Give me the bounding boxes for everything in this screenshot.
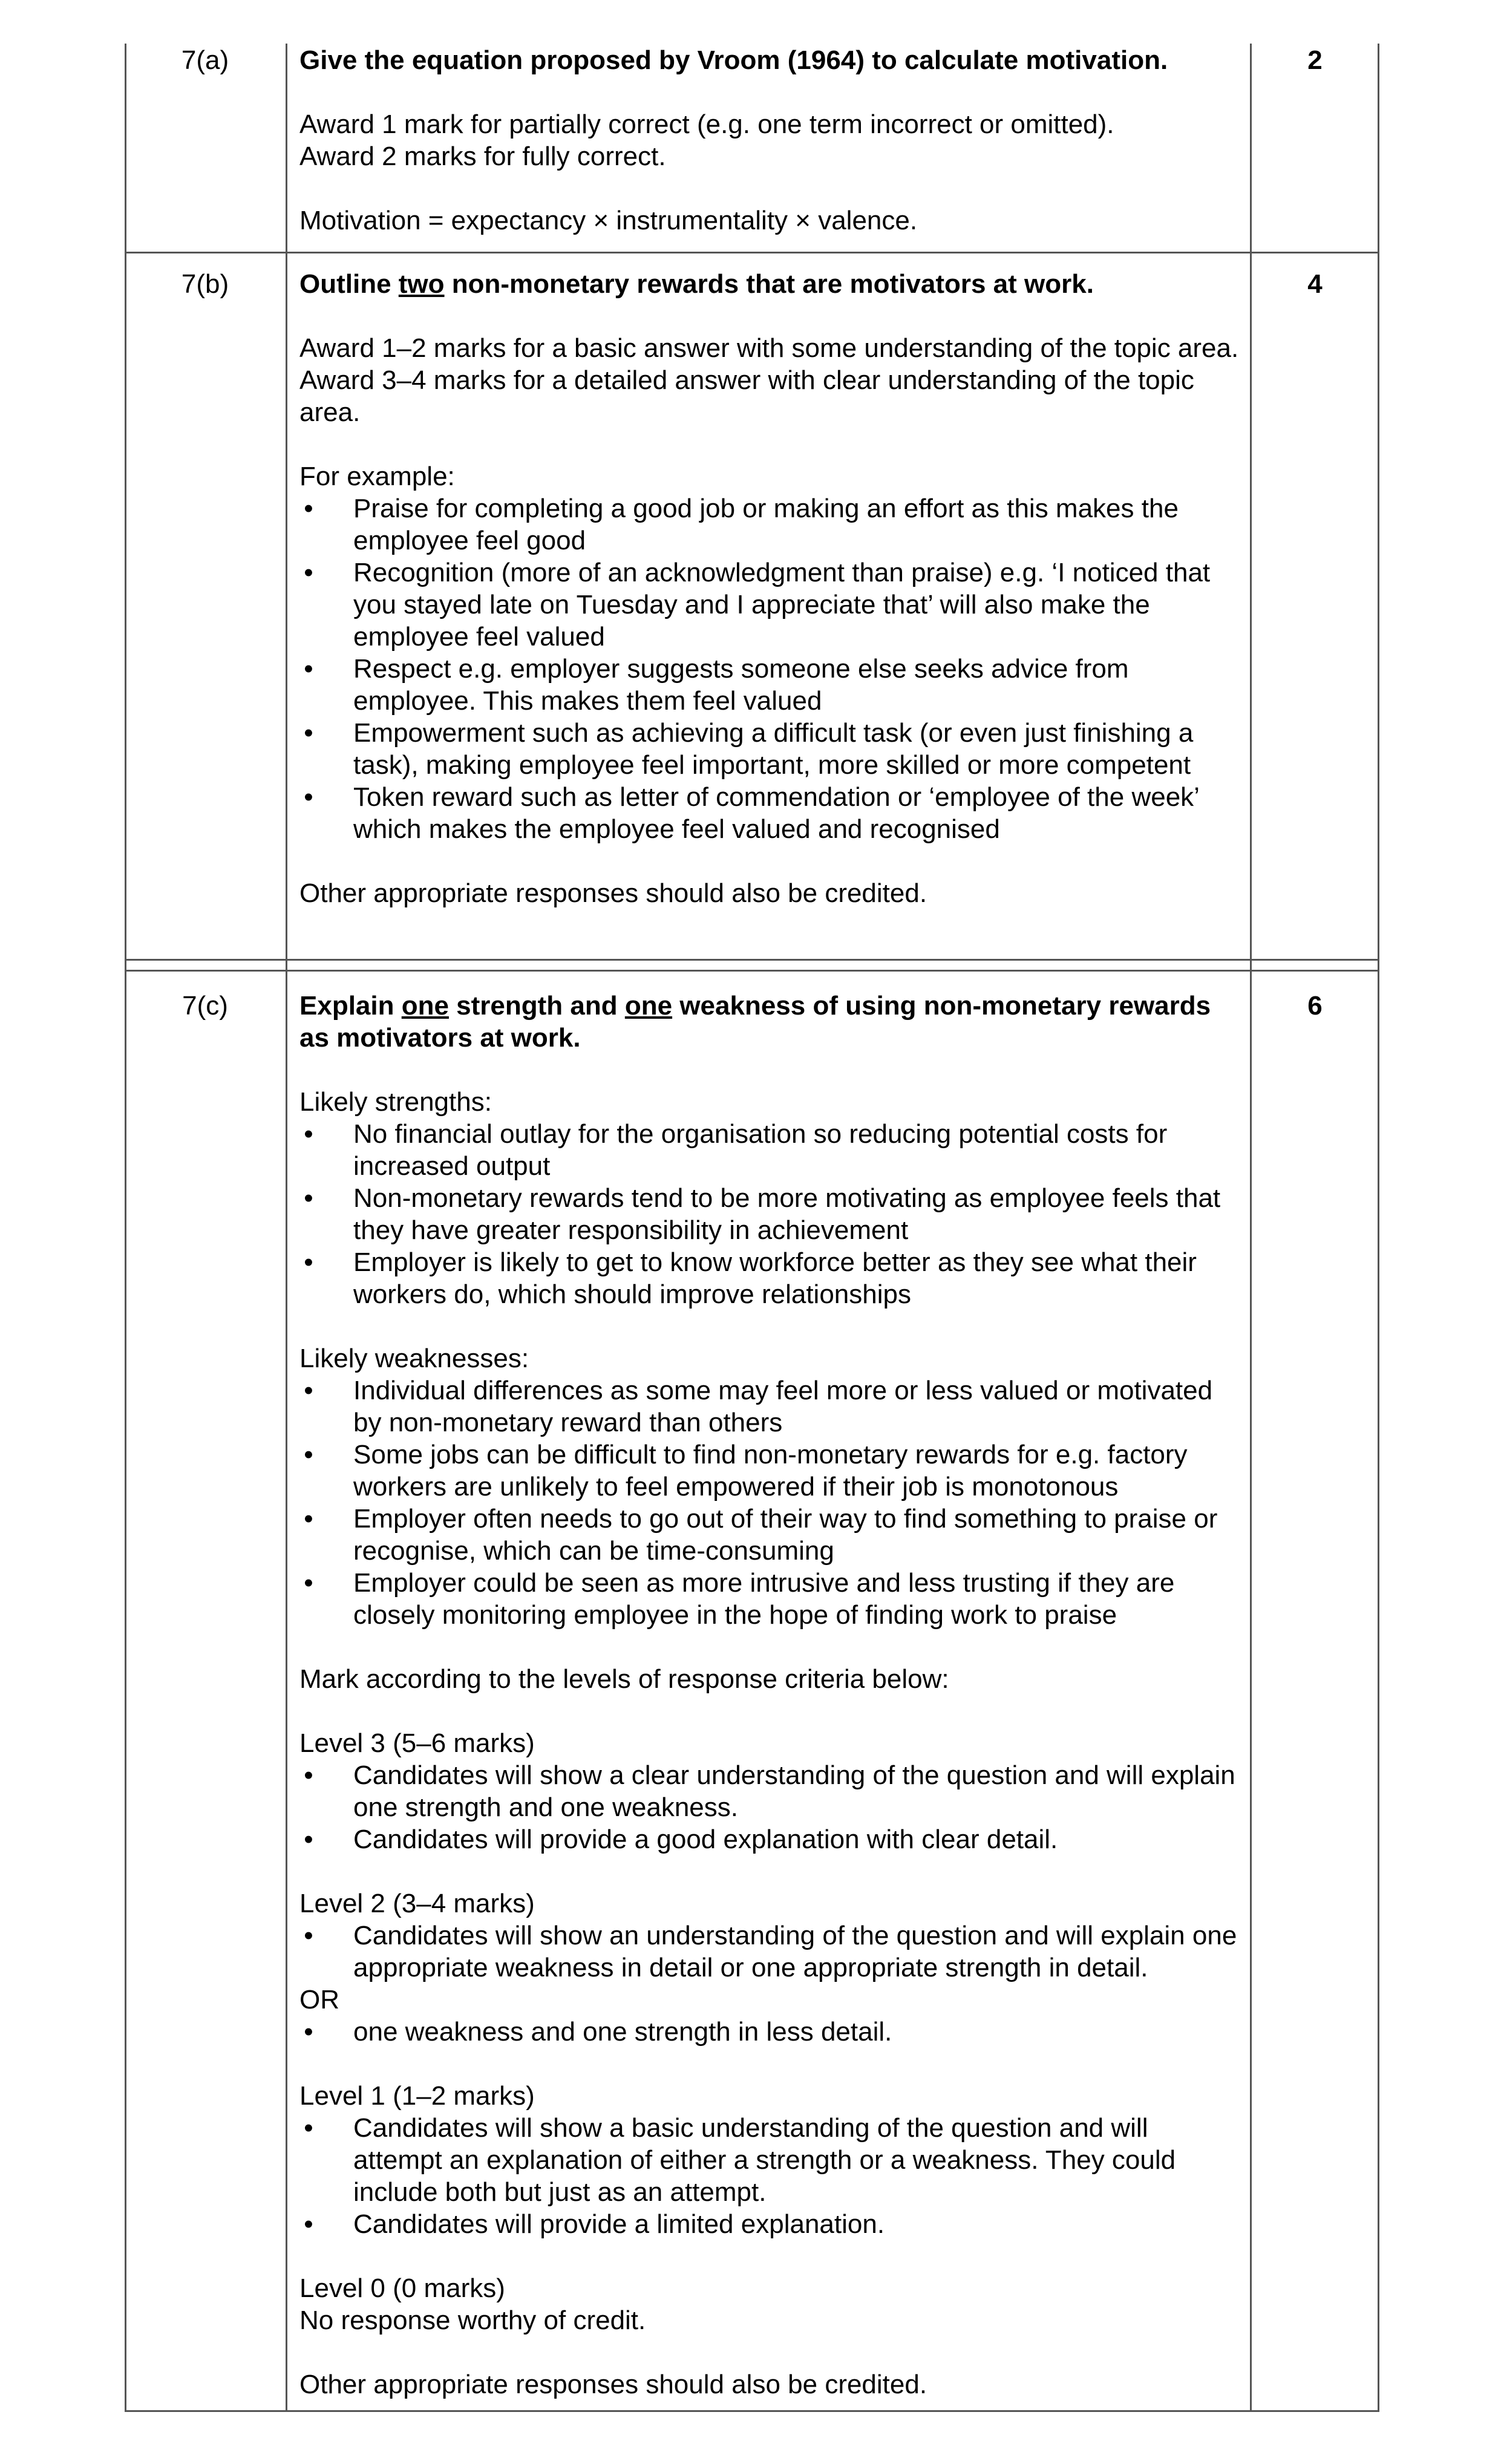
- list-item: • Some jobs can be difficult to find non-monetary rewards for e.g. factory workers are unlikely to feel empowered if their job is monotonous: [299, 1439, 1243, 1503]
- strengths-title: Likely strengths:: [299, 1087, 492, 1117]
- level-2-list-a: [299, 1920, 1243, 1984]
- list-item: • Recognition (more of an acknowledgment than praise) e.g. ‘I noticed that you stayed late on Tuesday and I appreciate that’ will also make the employee feel valued: [299, 557, 1243, 653]
- bullet-icon: •: [304, 1119, 313, 1149]
- list-item: • No financial outlay for the organisation so reducing potential costs for increased output: [299, 1118, 1243, 1182]
- list-item: • Individual differences as some may feel more or less valued or motivated by non-monetary reward than others: [299, 1374, 1243, 1439]
- list-item: • Empowerment such as achieving a difficult task (or even just finishing a task), making employee feel important, more skilled or more competent: [299, 717, 1243, 781]
- list-item: • Candidates will show a basic understanding of the question and will attempt an explanation of either a strength or a weakness. They could include both but just as an attempt.: [299, 2112, 1243, 2208]
- list-item: • Non-monetary rewards tend to be more motivating as employee feels that they have greater responsibility in achievement: [299, 1182, 1243, 1246]
- mark-7b: 4: [1307, 269, 1323, 299]
- table-border-bottom: [125, 2410, 1379, 2412]
- bullet-icon: •: [304, 1825, 313, 1854]
- level-1-list: [299, 2112, 1243, 2240]
- list-item: • Employer is likely to get to know workforce better as they see what their workers do, which should improve relationships: [299, 1246, 1243, 1310]
- table-divider-mark: [1250, 44, 1252, 2412]
- table-border-right: [1378, 44, 1379, 2412]
- answer-block-7c: [299, 990, 1243, 2400]
- list-item: • Employer often needs to go out of their way to find something to praise or recognise, which can be time-consuming: [299, 1503, 1243, 1567]
- level-0-text: No response worthy of credit.: [299, 2306, 646, 2335]
- award-2-7a: Award 2 marks for fully correct.: [299, 142, 666, 171]
- bullet-icon: •: [304, 654, 313, 684]
- level-1-title: Level 1 (1–2 marks): [299, 2081, 535, 2111]
- other-responses-7c: Other appropriate responses should also be credited.: [299, 2370, 927, 2399]
- list-item: • Praise for completing a good job or making an effort as this makes the employee feel good: [299, 492, 1243, 557]
- list-item: • Candidates will provide a good explanation with clear detail.: [299, 1823, 1243, 1855]
- other-responses-7b: Other appropriate responses should also be credited.: [299, 878, 927, 908]
- bullet-icon: •: [304, 1504, 313, 1534]
- bullet-icon: •: [304, 1183, 313, 1213]
- question-text-7b: Outline two non-monetary rewards that are motivators at work.: [299, 269, 1094, 299]
- answer-block-7b: [299, 268, 1243, 909]
- question-text-7a: Give the equation proposed by Vroom (1964) to calculate motivation.: [299, 45, 1168, 75]
- example-list-7b: [299, 492, 1243, 845]
- answer-block-7a: [299, 44, 1243, 237]
- weaknesses-title: Likely weaknesses:: [299, 1344, 529, 1373]
- row-divider-7c-start: [125, 970, 1379, 972]
- level-2-title: Level 2 (3–4 marks): [299, 1889, 535, 1918]
- question-number-7c: 7(c): [182, 991, 228, 1021]
- question-text-7c: Explain one strength and one weakness of using non-monetary rewards as motivators at work.: [299, 991, 1211, 1053]
- bullet-icon: •: [304, 1568, 313, 1598]
- level-3-title: Level 3 (5–6 marks): [299, 1728, 535, 1758]
- bullet-icon: •: [304, 1760, 313, 1790]
- question-number-7b: 7(b): [181, 269, 229, 299]
- list-item: • Candidates will provide a limited explanation.: [299, 2208, 1243, 2240]
- bullet-icon: •: [304, 1440, 313, 1469]
- award-1-7b: Award 1–2 marks for a basic answer with some understanding of the topic area.: [299, 333, 1239, 363]
- list-item: • Candidates will show a clear understanding of the question and will explain one strength and one weakness.: [299, 1759, 1243, 1823]
- bullet-icon: •: [304, 2209, 313, 2239]
- list-item: • Token reward such as letter of commendation or ‘employee of the week’ which makes the employee feel valued and recognised: [299, 781, 1243, 845]
- criteria-intro: Mark according to the levels of response criteria below:: [299, 1664, 949, 1694]
- bullet-icon: •: [304, 782, 313, 812]
- example-intro: For example:: [299, 462, 455, 491]
- mark-7c: 6: [1307, 991, 1323, 1021]
- level-3-list: [299, 1759, 1243, 1855]
- list-item: • Candidates will show an understanding of the question and will explain one appropriate weakness in detail or one appropriate strength in detail.: [299, 1920, 1243, 1984]
- strengths-list: [299, 1118, 1243, 1310]
- table-divider-qnum: [286, 44, 287, 2412]
- award-2-7b: Award 3–4 marks for a detailed answer with clear understanding of the topic area.: [299, 365, 1194, 427]
- bullet-icon: •: [304, 494, 313, 523]
- table-border-left: [125, 44, 126, 2412]
- bullet-icon: •: [304, 2017, 313, 2047]
- row-divider-7b-end: [125, 959, 1379, 961]
- bullet-icon: •: [304, 1921, 313, 1950]
- mark-7a: 2: [1307, 45, 1323, 75]
- level-2-list-b: [299, 2016, 1243, 2048]
- answer-7a: Motivation = expectancy × instrumentality × valence.: [299, 206, 918, 235]
- bullet-icon: •: [304, 2113, 313, 2143]
- row-divider-7a-7b: [125, 252, 1379, 253]
- bullet-icon: •: [304, 1376, 313, 1405]
- award-1-7a: Award 1 mark for partially correct (e.g. one term incorrect or omitted).: [299, 109, 1114, 139]
- bullet-icon: •: [304, 558, 313, 587]
- bullet-icon: •: [304, 1247, 313, 1277]
- list-item: • Respect e.g. employer suggests someone else seeks advice from employee. This makes them feel valued: [299, 653, 1243, 717]
- list-item: • one weakness and one strength in less detail.: [299, 2016, 1243, 2048]
- bullet-icon: •: [304, 718, 313, 748]
- level-2-or: OR: [299, 1985, 339, 2015]
- question-number-7a: 7(a): [181, 45, 229, 75]
- level-0-title: Level 0 (0 marks): [299, 2273, 505, 2303]
- weaknesses-list: [299, 1374, 1243, 1631]
- list-item: • Employer could be seen as more intrusive and less trusting if they are closely monitoring employee in the hope of finding work to praise: [299, 1567, 1243, 1631]
